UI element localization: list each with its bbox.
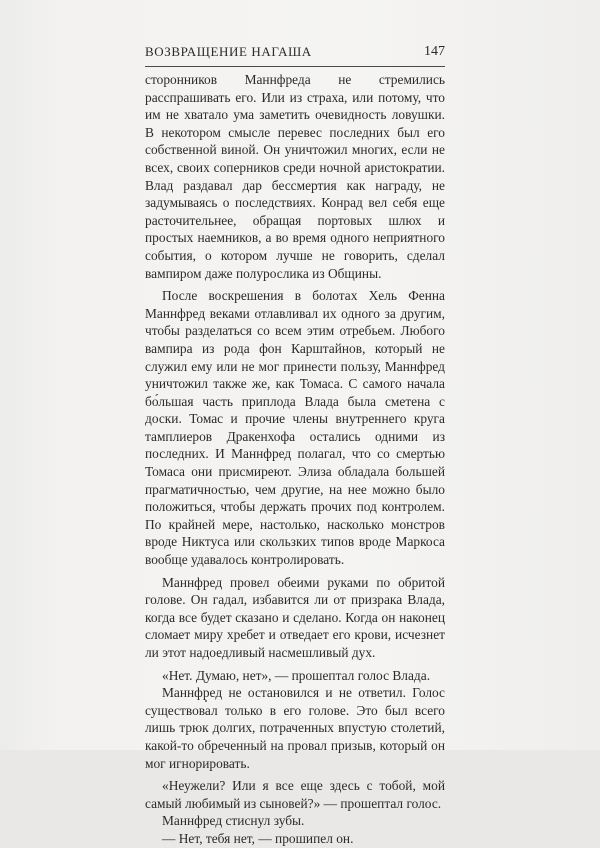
header-rule <box>145 66 445 67</box>
running-head: ВОЗВРАЩЕНИЕ НАГАША <box>145 44 312 59</box>
paragraph-3: Маннфред провел обеими руками по обритой голове. Он гадал, избавится ли от призрака Влада, когда все будет сказано и сделано. Когда он наконец сломает миру хребет и отведает его крови, исчезнет ли этот надоедливый насмешливый дух. <box>145 574 445 660</box>
page-number: 147 <box>424 44 445 59</box>
paragraph-5: Маннфред не остановился и не ответил. Голос существовал только в его голове. Это был всего лишь трюк долгих, потраченных впустую столетий, какой-то обреченный на провал призыв, который он мог игнорировать. <box>145 685 445 771</box>
paragraph-2: После воскрешения в болотах Хель Фенна Маннфред веками отлавливал их одного за другим, чтобы разделаться со всем этим отребьем. Любого вампира из рода фон Карштайнов, который не служил ему или не мог принести пользу, Маннфред уничтожил также же, как Томаса. С самого начала бо́льшая часть приплода Влада была сметена с доски. Томас и прочие члены внутреннего круга тамплиеров Дракенхофа остались одними из последних. И Маннфред полагал, что со смертью Томаса они присмиреют. Элиза обладала большей прагматичностью, чем другие, на нее можно было положиться, чтобы держать прочих под контролем. По крайней мере, настолько, насколько монстров вроде Никтуса или скользких типов вроде Маркоса вообще удавалось контролировать. <box>145 288 445 568</box>
paragraph-7: Маннфред стиснул зубы. <box>162 813 305 829</box>
body-text <box>145 71 445 848</box>
paragraph-6: «Неужели? Или я все еще здесь с тобой, мой самый любимый из сыновей?» — прошептал голос. <box>145 778 445 811</box>
print-speck <box>205 700 207 702</box>
paragraph-1: сторонников Маннфреда не стремились расспрашивать его. Или из страха, или потому, что им не хватало ума заметить очевидность ловушки. В некотором смысле перевес последних был его собственной виной. Он уничтожил многих, если не всех, своих соперников среди ночной аристократии. Влад раздавал дар бессмертия как награду, не задумываясь о последствиях. Конрад вел себя еще расточительнее, обращая портовых шлюх и простых наемников, а во время одного неприятного события, о котором лучше не говорить, сделал вампиром даже полурослика из Общины. <box>145 72 445 281</box>
page-header <box>145 44 445 64</box>
paragraph-8: — Нет, тебя нет, — прошипел он. <box>162 830 354 846</box>
paragraph-4: «Нет. Думаю, нет», — прошептал голос Влада. <box>162 667 431 683</box>
